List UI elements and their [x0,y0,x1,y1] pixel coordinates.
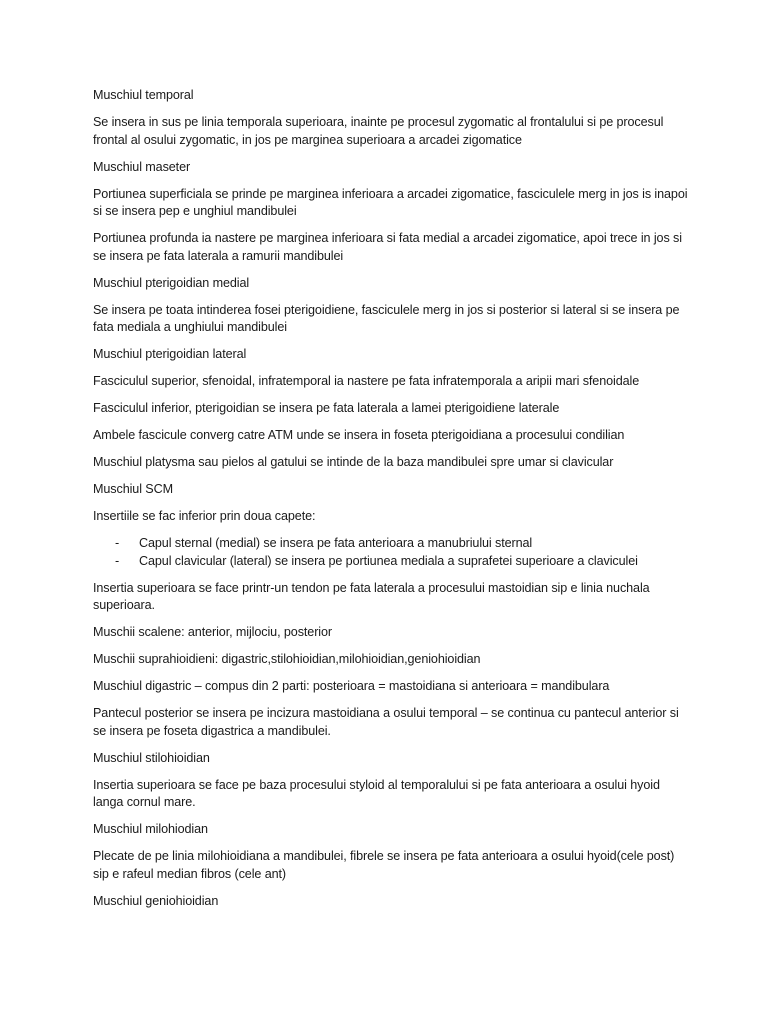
paragraph: Insertiile se fac inferior prin doua capete: [93,509,316,523]
paragraph: Insertia superioara se face printr-un tendon pe fata laterala a procesului mastoidian sip e linia nuchala superioara. [93,580,650,612]
list-item-text: Capul clavicular (lateral) se insera pe portiunea mediala a suprafetei superioare a claviculei [139,553,638,568]
bullet-list [93,535,693,570]
paragraph: Muschiul maseter [93,159,191,174]
paragraph: Muschii scalene: anterior, mijlociu, posterior [93,625,332,639]
paragraph: Muschii suprahioidieni: digastric,stilohioidian,milohioidian,geniohioidian [93,652,481,666]
list-item [93,553,693,571]
paragraph: Muschiul pterigoidian medial [93,275,250,290]
bullet-dash: - [115,536,120,550]
paragraph: Portiunea superficiala se prinde pe marginea inferioara a arcadei zigomatice, fasciculele merg in jos is inapoi si se insera pep e unghiul mandibulei [93,186,688,218]
paragraph: Portiunea profunda ia nastere pe marginea inferioara si fata medial a arcadei zigomatice, apoi trece in jos si se insera pe fata laterala a ramurii mandibulei [93,231,682,263]
document-page [93,87,693,920]
paragraph: Muschiul platysma sau pielos al gatului se intinde de la baza mandibulei spre umar si clavicular [93,455,614,469]
bullet-dash: - [115,553,120,568]
paragraph: Muschiul geniohioidian [93,893,219,908]
list-item [93,535,693,553]
paragraph: Muschiul digastric – compus din 2 parti: posterioara = mastoidiana si anterioara = mandibulara [93,679,610,693]
paragraph: Se insera pe toata intinderea fosei pterigoidiene, fasciculele merg in jos si posterior si lateral si se insera pe fata mediala a unghiului mandibulei [93,302,680,334]
paragraph: Fasciculul inferior, pterigoidian se insera pe fata laterala a lamei pterigoidiene laterale [93,401,560,415]
paragraph: Insertia superioara se face pe baza procesului styloid al temporalului si pe fata anterioara a osului hyoid langa cornul mare. [93,777,660,809]
paragraph: Muschiul SCM [93,482,173,496]
paragraph: Muschiul temporal [93,88,194,102]
paragraph: Ambele fascicule converg catre ATM unde se insera in foseta pterigoidiana a procesului condilian [93,428,625,442]
paragraph: Plecate de pe linia milohioidiana a mandibulei, fibrele se insera pe fata anterioara a osului hyoid(cele post) sip e rafeul median fibros (cele ant) [93,849,675,881]
paragraph: Muschiul stilohioidian [93,750,210,765]
paragraph: Pantecul posterior se insera pe incizura mastoidiana a osului temporal – se continua cu pantecul anterior si se insera pe foseta digastrica a mandibulei. [93,706,679,738]
paragraph: Se insera in sus pe linia temporala superioara, inainte pe procesul zygomatic al frontalului si pe procesul frontal al osului zygomatic, in jos pe marginea superioara a arcadei zigomatice [93,115,664,147]
list-item-text: Capul sternal (medial) se insera pe fata anterioara a manubriului sternal [139,536,533,550]
paragraph: Fasciculul superior, sfenoidal, infratemporal ia nastere pe fata infratemporala a aripii mari sfenoidale [93,374,640,388]
paragraph: Muschiul milohiodian [93,822,208,836]
paragraph: Muschiul pterigoidian lateral [93,347,247,361]
